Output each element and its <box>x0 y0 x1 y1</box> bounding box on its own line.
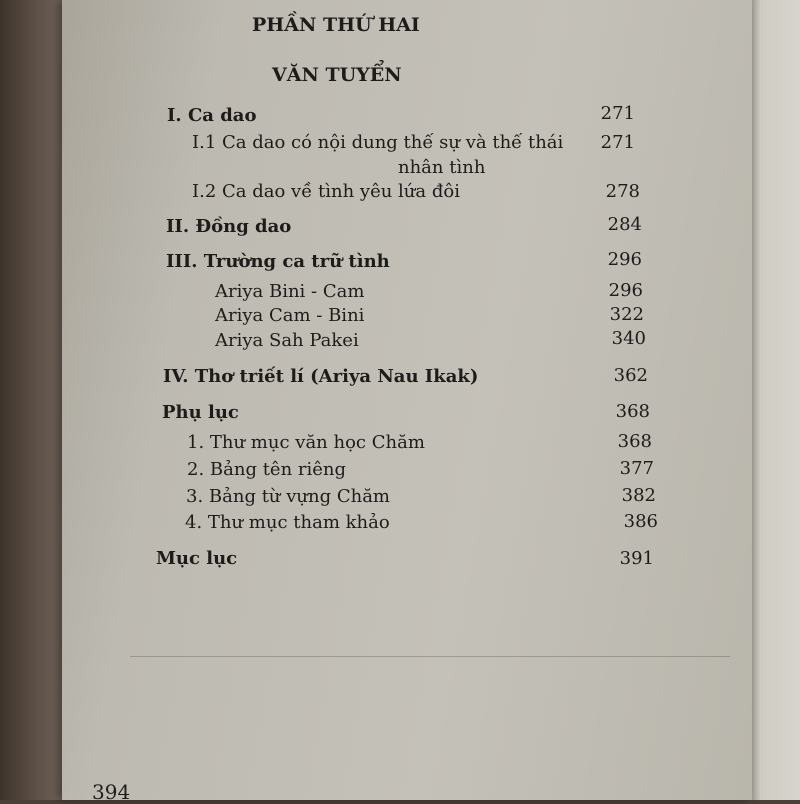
toc-entry-label: I.1 Ca dao có nội dung thế sự và thế thái <box>192 132 564 153</box>
book-page <box>62 0 752 800</box>
toc-entry-label: Ariya Sah Pakei <box>215 330 359 351</box>
toc-entry-label-continued: nhân tình <box>398 157 486 178</box>
part-title: PHẦN THỨ HAI <box>252 14 420 36</box>
toc-entry-label: 3. Bảng từ vựng Chăm <box>186 486 391 507</box>
toc-entry-page: 368 <box>617 431 652 452</box>
toc-entry-label: Ariya Cam - Bini <box>215 305 365 326</box>
toc-entry-page: 386 <box>623 511 658 532</box>
toc-entry-page: 391 <box>619 548 654 569</box>
toc-entry-label: I. Ca dao <box>167 105 257 126</box>
toc-entry-label: Ariya Bini - Cam <box>215 281 365 302</box>
toc-entry-label: 1. Thư mục văn học Chăm <box>187 432 425 453</box>
toc-entry-page: 271 <box>600 103 635 124</box>
adjacent-page <box>748 0 800 800</box>
toc-entry-label: Mục lục <box>156 548 238 569</box>
toc-entry-page: 271 <box>600 132 635 153</box>
toc-entry-page: 377 <box>619 458 654 479</box>
toc-entry-label: 4. Thư mục tham khảo <box>185 512 390 533</box>
toc-entry-page: 296 <box>608 280 643 301</box>
toc-entry-page: 322 <box>609 304 644 325</box>
toc-entry-page: 362 <box>613 365 648 386</box>
show-through-rule <box>130 656 730 657</box>
toc-entry-label: I.2 Ca dao về tình yêu lứa đôi <box>192 181 460 202</box>
toc-entry-label: Phụ lục <box>162 402 239 423</box>
toc-entry-page: 368 <box>615 401 650 422</box>
toc-entry-label: IV. Thơ triết lí (Ariya Nau Ikak) <box>163 366 479 387</box>
toc-entry-page: 284 <box>607 214 642 235</box>
toc-entry-page: 296 <box>607 249 642 270</box>
toc-entry-label: III. Trường ca trữ tình <box>166 251 390 272</box>
toc-entry-label: 2. Bảng tên riêng <box>187 459 347 480</box>
toc-entry-page: 382 <box>621 485 656 506</box>
toc-entry-page: 278 <box>605 181 640 202</box>
section-title: VĂN TUYỂN <box>272 64 402 86</box>
toc-entry-page: 340 <box>611 328 646 349</box>
toc-entry-label: II. Đồng dao <box>166 216 292 237</box>
page-number: 394 <box>92 780 131 804</box>
